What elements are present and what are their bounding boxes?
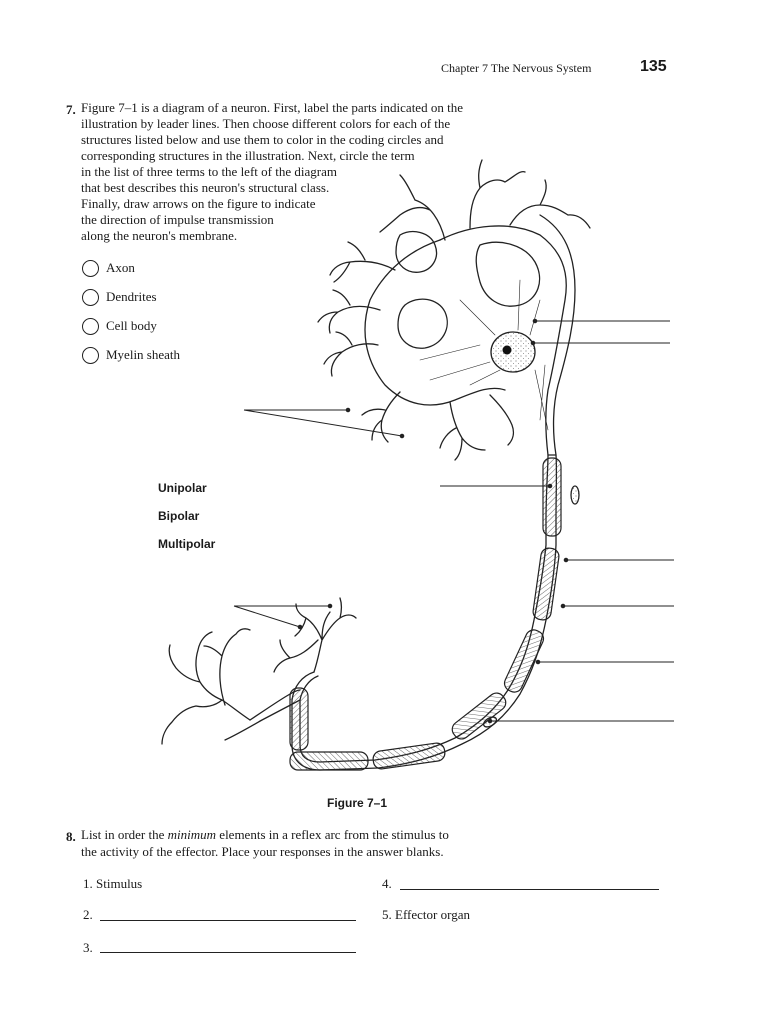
answer-3-label: 3. xyxy=(83,940,93,955)
answer-5: 5. Effector organ xyxy=(382,907,470,922)
answer-1: 1. Stimulus xyxy=(83,876,143,891)
class-multipolar[interactable]: Multipolar xyxy=(158,537,216,551)
leader-line xyxy=(234,606,300,627)
term-axon: Axon xyxy=(106,260,135,275)
axon-terminal xyxy=(162,632,250,744)
question-8-line: the activity of the effector. Place your responses in the answer blanks. xyxy=(81,844,444,859)
dendrite xyxy=(380,175,445,240)
question-7-line: Figure 7–1 is a diagram of a neuron. First, label the parts indicated on the xyxy=(81,100,463,115)
dendrite xyxy=(510,180,590,228)
answer-4-blank[interactable] xyxy=(400,889,659,890)
question-7-line: in the list of three terms to the left of the diagram xyxy=(81,164,337,179)
class-bipolar[interactable]: Bipolar xyxy=(158,509,200,523)
question-7-line: Finally, draw arrows on the figure to indicate xyxy=(81,196,316,211)
answer-2-label: 2. xyxy=(83,907,93,922)
term-myelin-sheath: Myelin sheath xyxy=(106,347,181,362)
dendrite xyxy=(440,402,485,460)
page-number: 135 xyxy=(640,58,667,75)
question-7-line: structures listed below and use them to color in the coding circles and xyxy=(81,132,444,147)
term-cell-body: Cell body xyxy=(106,318,157,333)
dendrite xyxy=(318,290,380,333)
class-unipolar[interactable]: Unipolar xyxy=(158,481,207,495)
question-8-number: 8. xyxy=(66,829,76,844)
question-7-line: the direction of impulse transmission xyxy=(81,212,274,227)
axon xyxy=(300,455,548,762)
question-7-number: 7. xyxy=(66,102,76,117)
answer-4-label: 4. xyxy=(382,876,392,891)
myelin-segment xyxy=(290,458,561,770)
question-7-line: corresponding structures in the illustration. Next, circle the term xyxy=(81,148,415,163)
dendrite xyxy=(490,395,513,445)
question-7-line: along the neuron's membrane. xyxy=(81,228,238,243)
term-dendrites: Dendrites xyxy=(106,289,157,304)
chapter-title: Chapter 7 The Nervous System xyxy=(441,61,592,75)
nucleolus xyxy=(503,346,512,355)
question-7-line: that best describes this neuron's structural class. xyxy=(81,180,330,195)
figure-caption: Figure 7–1 xyxy=(327,796,388,810)
dendrite xyxy=(324,332,378,376)
answer-2-blank[interactable] xyxy=(100,920,356,921)
question-8-line: List in order the minimum elements in a reflex arc from the stimulus to xyxy=(81,827,449,842)
dendrite xyxy=(470,160,525,228)
question-7-line: illustration by leader lines. Then choose different colors for each of the xyxy=(81,116,451,131)
nucleus xyxy=(491,332,535,372)
answer-3-blank[interactable] xyxy=(100,952,356,953)
